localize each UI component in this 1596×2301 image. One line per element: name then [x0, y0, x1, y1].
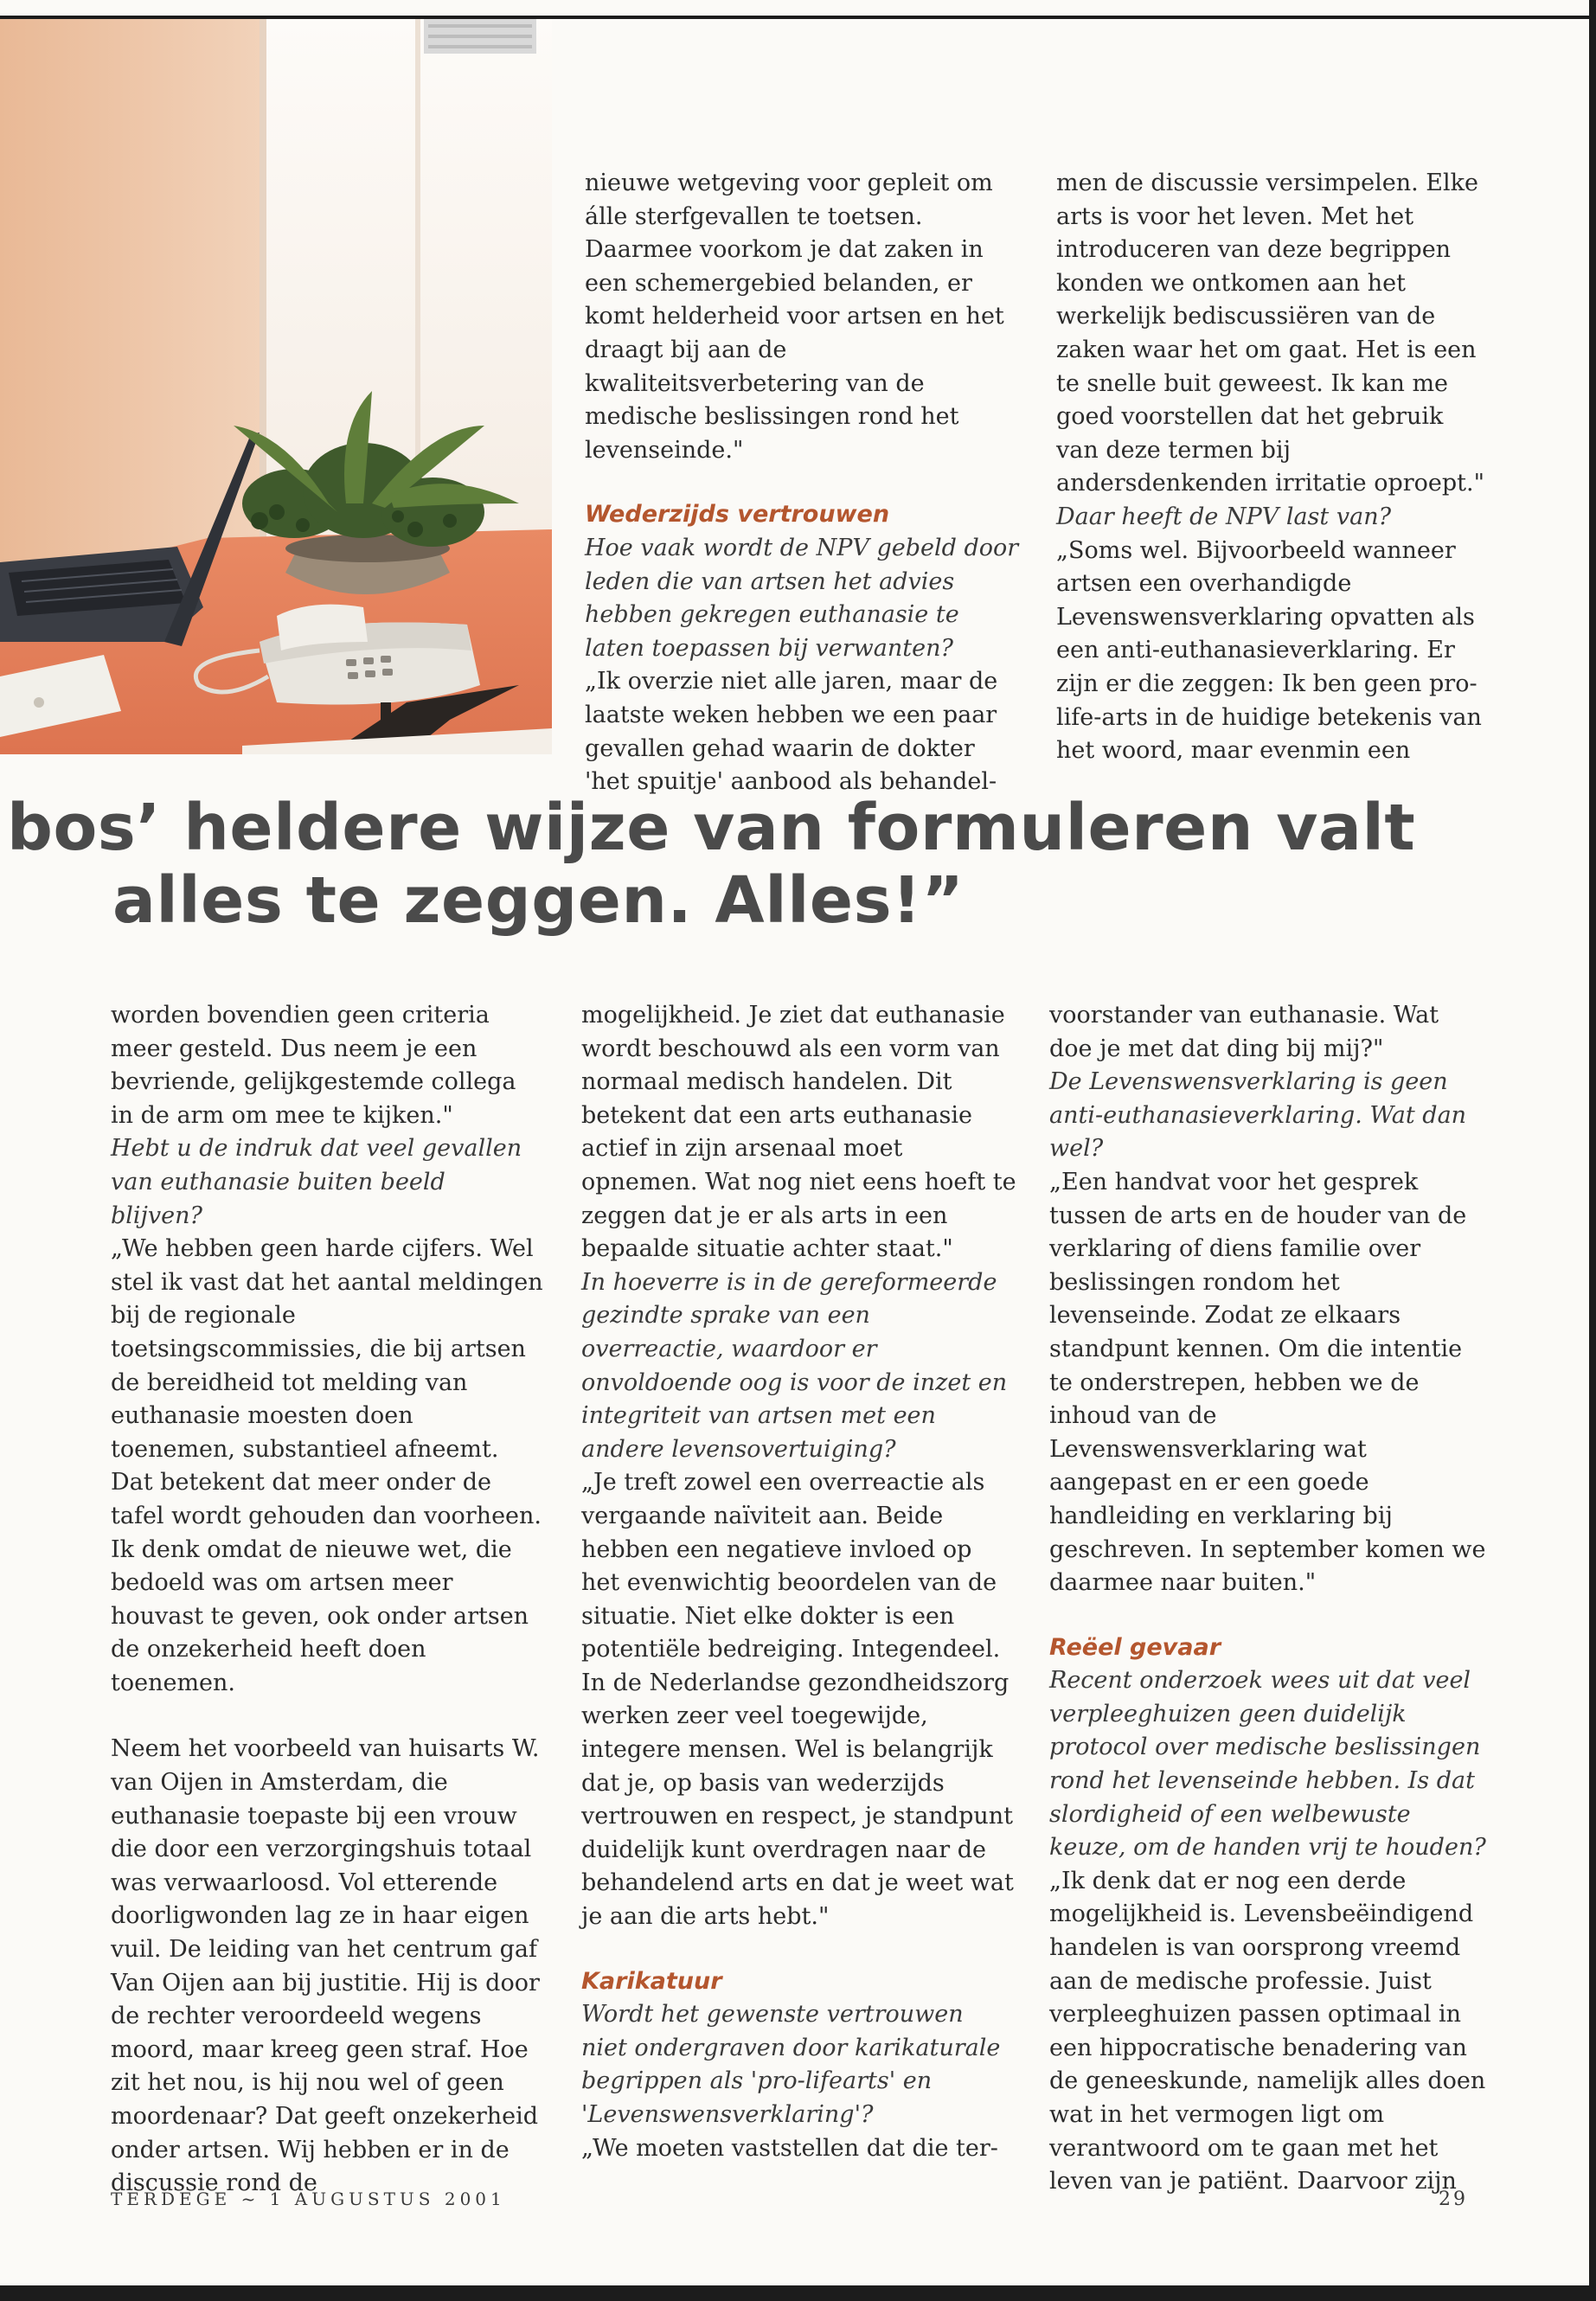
top-column-2	[585, 167, 1019, 799]
interview-question: Wordt het gewenste vertrouwen niet ondergraven door karikaturale begrippen als 'pro-lifearts' en 'Levenswensverklaring'?	[581, 2001, 1001, 2128]
scan-edge-right	[1589, 0, 1596, 2301]
heading-karikatuur: Karikatuur	[581, 1967, 722, 1995]
bottom-col3-paragraph-3: „Ik denk dat er nog een derde mogelijkheid is. Levensbeëindigend handelen is van oorsprong vreemd aan de medische professie. Juist verpleeghuizen passen optimaal in een hippocratische benadering van de geneeskunde, namelijk alles doen wat in het vermogen ligt om verantwoord om te gaan met het leven van je patiënt. Daarvoor zijn	[1049, 1867, 1486, 2195]
top-col3-paragraph-2: „Soms wel. Bijvoorbeeld wanneer artsen een overhandigde Levenswensverklaring opvatten als een anti-euthanasieverklaring. Er zijn er die zeggen: Ik ben geen pro-life-arts in de huidige betekenis van het woord, maar evenmin een	[1056, 536, 1482, 765]
bottom-col2-paragraph-3: „We moeten vaststellen dat die ter-	[581, 2134, 998, 2162]
bottom-col1-paragraph-3: Neem het voorbeeld van huisarts W. van Oijen in Amsterdam, die euthanasie toepaste bij een vrouw die door een verzorgingshuis totaal was verwaarloosd. Vol etterende doorligwonden lag ze in haar eigen vuil. De leiding van het centrum gaf Van Oijen aan bij justitie. Hij is door de rechter veroordeeld wegens moord, maar kreeg geen straf. Hoe zit het nou, is hij nou wel of geen moordenaar? Dat geeft onzekerheid onder artsen. Wij hebben er in de discussie rond de	[111, 1735, 540, 2197]
pull-quote-line-2: alles te zeggen. Alles!”	[112, 863, 965, 938]
interview-question: Hoe vaak wordt de NPV gebeld door leden die van artsen het advies hebben gekregen euthanasie te laten toepassen bij verwanten?	[585, 534, 1019, 662]
interview-question: Hebt u de indruk dat veel gevallen van euthanasie buiten beeld blijven?	[111, 1135, 522, 1229]
bottom-column-2	[581, 999, 1016, 2165]
bottom-column-1	[111, 999, 543, 2201]
top-col3-paragraph-1: men de discussie versimpelen. Elke arts is voor het leven. Met het introduceren van deze begrippen konden we ontkomen aan het werkelijk bediscussiëren van de zaken waar het om gaat. Het is een te snelle buit geweest. Ik kan me goed voorstellen dat het gebruik van deze termen bij andersdenkenden irritatie oproept."	[1056, 170, 1485, 497]
top-col2-paragraph-1: nieuwe wetgeving voor gepleit om álle sterfgevallen te toetsen. Daarmee voorkom je dat zaken in een schemergebied belanden, er komt helderheid voor artsen en het draagt bij aan de kwaliteitsverbetering van de medische beslissingen rond het levenseinde."	[585, 170, 1004, 464]
bottom-col3-paragraph-1: voorstander van euthanasie. Wat doe je met dat ding bij mij?"	[1049, 1002, 1439, 1062]
pull-quote-line-1: bos’ heldere wijze van formuleren valt	[7, 791, 1416, 865]
bottom-col2-paragraph-2: „Je treft zowel een overreactie als vergaande naïviteit aan. Beide hebben een negatieve invloed op het evenwichtig beoordelen van de situatie. Niet elke dokter is een potentiële bedreiging. Integendeel. In de Nederlandse gezondheidszorg werken zeer veel toegewijde, integere mensen. Wel is belangrijk dat je, op basis van wederzijds vertrouwen en respect, je standpunt duidelijk kunt overdragen naar de behandelend arts en dat je weet wat je aan die arts hebt."	[581, 1469, 1014, 1931]
top-column-3	[1056, 167, 1491, 768]
top-col2-paragraph-2: „Ik overzie niet alle jaren, maar de laatste weken hebben we een paar gevallen gehad waarin de dokter 'het spuitje' aanbood als behandel-	[585, 668, 998, 796]
interview-question: De Levenswensverklaring is geen anti-euthanasieverklaring. Wat dan wel?	[1049, 1068, 1467, 1163]
bottom-col1-paragraph-1: worden bovendien geen criteria meer gesteld. Dus neem je een bevriende, gelijkgestemde collega in de arm om mee te kijken."	[111, 1002, 516, 1129]
bottom-col3-paragraph-2: „Een handvat voor het gesprek tussen de arts en de houder van de verklaring of diens familie over beslissingen rondom het levenseinde. Zodat ze elkaars standpunt kennen. Om die intentie te onderstrepen, hebben we de inhoud van de Levenswensverklaring wat aangepast en er een goede handleiding en verklaring bij geschreven. In september komen we daarmee naar buiten."	[1049, 1168, 1486, 1597]
bottom-column-3	[1049, 999, 1486, 2199]
bottom-col1-paragraph-2: „We hebben geen harde cijfers. Wel stel ik vast dat het aantal meldingen bij de regionale toetsingscommissies, die bij artsen de bereidheid tot melding van euthanasie moesten doen toenemen, substantieel afneemt. Dat betekent dat meer onder de tafel wordt gehouden dan voorheen. Ik denk omdat de nieuwe wet, die bedoeld was om artsen meer houvast te geven, ook onder artsen de onzekerheid heeft doen toenemen.	[111, 1235, 543, 1696]
heading-wederzijds-vertrouwen: Wederzijds vertrouwen	[585, 501, 890, 529]
bottom-col2-paragraph-1: mogelijkheid. Je ziet dat euthanasie wordt beschouwd als een vorm van normaal medisch handelen. Dit betekent dat een arts euthanasie actief in zijn arsenaal moet opnemen. Wat nog niet eens hoeft te zeggen dat je er als arts in een bepaalde situatie achter staat."	[581, 1002, 1016, 1263]
pull-quote	[7, 792, 1581, 937]
footer-publication-date: TERDEGE ~ 1 AUGUSTUS 2001	[111, 2189, 506, 2209]
interview-question: Daar heeft de NPV last van?	[1056, 503, 1392, 530]
scan-edge-bottom	[0, 2285, 1596, 2301]
office-desk-photo	[0, 19, 552, 754]
heading-reeel-gevaar: Reëel gevaar	[1049, 1633, 1221, 1661]
interview-question: Recent onderzoek wees uit dat veel verpleeghuizen geen duidelijk protocol over medische beslissingen rond het levenseinde hebben. Is dat slordigheid of een welbewuste keuze, om de handen vrij te houden?	[1049, 1667, 1486, 1862]
interview-question: In hoeverre is in de gereformeerde gezindte sprake van een overreactie, waardoor er onvoldoende oog is voor de inzet en integriteit van artsen met een andere levensovertuiging?	[581, 1268, 1008, 1463]
page-number: 29	[1439, 2189, 1468, 2210]
